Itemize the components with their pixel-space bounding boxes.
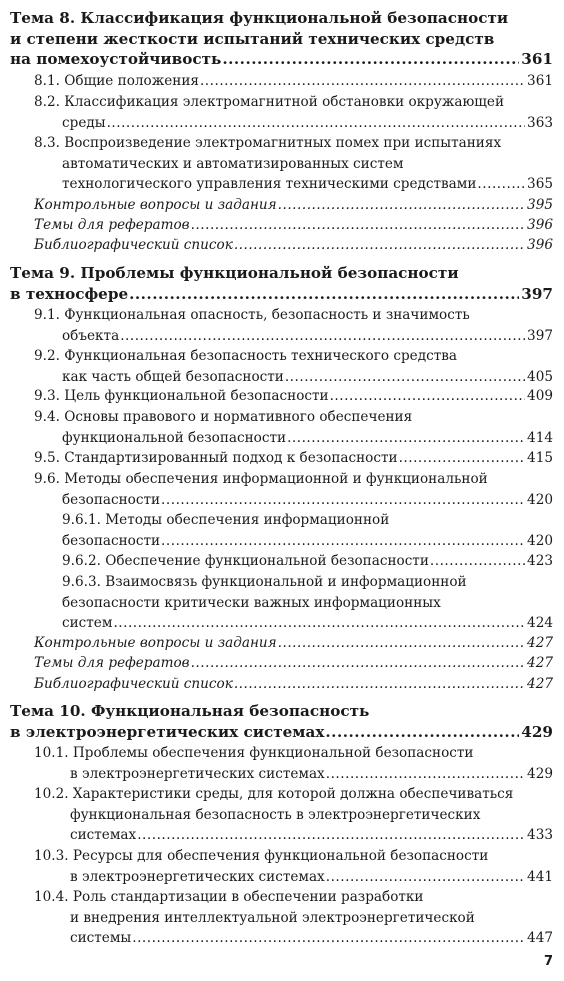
toc-entry-line: автоматических и автоматизированных систем [62, 155, 404, 172]
toc-entry[interactable] [34, 305, 553, 346]
toc-page-number: 441 [527, 868, 553, 885]
toc-entry-line: в электроэнергетических системах [70, 765, 325, 782]
toc-entry-line: в техносфере [10, 284, 129, 303]
toc-page-number: 433 [527, 827, 553, 844]
toc-page-number: 420 [527, 532, 553, 549]
dot-leader [191, 653, 525, 674]
toc-entry-line: как часть общей безопасности [62, 368, 284, 385]
toc-entry[interactable] [34, 195, 553, 216]
toc-entry-line: 9.4. Основы правового и нормативного обеспечения [34, 409, 413, 425]
toc-entry-line: системах [70, 827, 137, 844]
toc-page-number: 447 [527, 930, 553, 947]
toc-entry[interactable] [34, 653, 553, 674]
toc-entry-line: Библиографический список [34, 676, 233, 692]
toc-page-number: 409 [527, 388, 553, 404]
toc-entry[interactable] [34, 469, 553, 510]
toc-page-number: 415 [527, 450, 553, 466]
toc-entry[interactable] [34, 407, 553, 448]
dot-leader [120, 326, 525, 347]
toc-entry[interactable] [34, 133, 553, 195]
toc-entry[interactable] [34, 846, 553, 887]
toc-entry-line: в электроэнергетических системах [10, 722, 325, 741]
dot-leader [191, 215, 525, 236]
toc-entry-line: 9.6.3. Взаимосвязь функциональной и информационной [62, 574, 467, 590]
toc-entry-line: 9.6.1. Методы обеспечения информационной [62, 512, 390, 528]
toc-entry[interactable] [34, 887, 553, 949]
toc-entry-line: среды [62, 114, 106, 131]
dot-leader [477, 174, 525, 195]
toc-page-number: 427 [527, 676, 553, 692]
toc-page-number: 405 [527, 368, 553, 385]
toc-page-number: 365 [527, 176, 553, 193]
page-number: 7 [543, 954, 553, 969]
toc-entry-line: 10.2. Характеристики среды, для которой должна обеспечиваться [34, 786, 514, 802]
toc-entry[interactable] [34, 92, 553, 133]
dot-leader [222, 49, 519, 70]
toc-entry-line: в электроэнергетических системах [70, 868, 325, 885]
toc-page-number: 396 [527, 217, 553, 233]
toc-entry-line: Контрольные вопросы и задания [34, 635, 277, 651]
toc-entry[interactable] [34, 235, 553, 256]
toc-entry[interactable] [34, 71, 553, 92]
dot-leader [137, 825, 525, 846]
dot-leader [326, 764, 525, 785]
toc-entry-line: 9.6.2. Обеспечение функциональной безопасности [62, 553, 429, 569]
toc-page-number: 423 [527, 553, 553, 569]
toc-entry-line: Тема 9. Проблемы функциональной безопасности [10, 264, 459, 282]
toc-entry-line: 8.2. Классификация электромагнитной обстановки окружающей [34, 94, 505, 110]
dot-leader [399, 448, 525, 469]
toc-entry-line: систем [62, 615, 113, 632]
toc-entry-line: безопасности [62, 532, 161, 549]
toc-entry[interactable] [34, 633, 553, 654]
toc-entry[interactable] [62, 510, 553, 551]
toc-page-number: 427 [527, 655, 553, 671]
toc-page-number: 427 [527, 635, 553, 651]
toc-entry-line: 9.6. Методы обеспечения информационной и функциональной [34, 471, 488, 487]
toc-page-number: 363 [527, 114, 553, 131]
toc-entry-line: технологического управления техническими средствами [62, 176, 477, 193]
dot-leader [200, 71, 525, 92]
toc-entry-line: 10.3. Ресурсы для обеспечения функциональной безопасности [34, 848, 489, 864]
toc-entry-line: на помехоустойчивость [10, 50, 222, 69]
dot-leader [234, 674, 525, 695]
toc-page-number: 361 [521, 50, 553, 69]
toc-entry[interactable] [34, 386, 553, 407]
toc-entry-line: функциональной безопасности [62, 429, 287, 446]
toc-entry-line: и степени жесткости испытаний технических средств [10, 29, 495, 48]
toc-entry-line: Тема 10. Функциональная безопасность [10, 702, 370, 720]
dot-leader [326, 867, 525, 888]
toc-entry[interactable] [34, 784, 553, 846]
toc-entry-line: безопасности [62, 491, 161, 508]
toc-entry-line: объекта [62, 327, 120, 344]
dot-leader [129, 284, 519, 305]
toc-entry[interactable] [34, 448, 553, 469]
toc-entry-line: системы [70, 930, 132, 947]
dot-leader [330, 386, 525, 407]
toc-page-number: 395 [527, 197, 553, 213]
toc-entry[interactable] [10, 701, 553, 742]
toc-entry[interactable] [62, 551, 553, 572]
toc-entry-line: 10.4. Роль стандартизации в обеспечении разработки [34, 889, 424, 905]
toc-entry-line: 9.2. Функциональная безопасность технического средства [34, 348, 457, 364]
toc-entry-line: Темы для рефератов [34, 217, 190, 233]
dot-leader [161, 490, 525, 511]
toc-entry-line: 8.3. Воспроизведение электромагнитных помех при испытаниях [34, 135, 502, 151]
toc-entry-line: 8.1. Общие положения [34, 73, 199, 89]
toc-entry[interactable] [10, 263, 553, 304]
toc-page-number: 396 [527, 237, 553, 253]
toc-entry-line: 9.1. Функциональная опасность, безопасность и значимость [34, 307, 470, 323]
dot-leader [113, 613, 525, 634]
dot-leader [285, 367, 525, 388]
toc-page-number: 397 [521, 284, 553, 303]
toc-entry-line: Темы для рефератов [34, 655, 190, 671]
toc-entry-line: Контрольные вопросы и задания [34, 197, 277, 213]
toc-entry-line: функциональная безопасность в электроэнергетических [70, 806, 481, 823]
toc-entry[interactable] [34, 674, 553, 695]
toc-entry-line: Библиографический список [34, 237, 233, 253]
toc-entry-line: Тема 8. Классификация функциональной безопасности [10, 9, 509, 27]
dot-leader [430, 551, 525, 572]
toc-entry[interactable] [34, 346, 553, 387]
toc-page-number: 420 [527, 491, 553, 508]
toc-page-number: 429 [521, 722, 553, 741]
dot-leader [325, 722, 519, 743]
dot-leader [234, 235, 525, 256]
dot-leader [287, 428, 525, 449]
toc-entry-line: 9.3. Цель функциональной безопасности [34, 388, 329, 404]
toc-page-number: 361 [527, 73, 553, 89]
toc-page-number: 414 [527, 429, 553, 446]
toc-page-number: 397 [527, 327, 553, 344]
toc-page-number: 429 [527, 765, 553, 782]
toc-entry-line: 10.1. Проблемы обеспечения функциональной безопасности [34, 745, 474, 761]
dot-leader [107, 113, 525, 134]
dot-leader [132, 928, 525, 949]
dot-leader [278, 633, 525, 654]
toc-entry-line: 9.5. Стандартизированный подход к безопасности [34, 450, 398, 466]
toc-entry[interactable] [10, 8, 553, 70]
toc-entry-line: и внедрения интеллектуальной электроэнергетической [70, 909, 475, 926]
toc-page-number: 424 [527, 615, 553, 632]
toc-entry-line: безопасности критически важных информационных [62, 594, 441, 611]
toc-entry[interactable] [34, 215, 553, 236]
dot-leader [161, 531, 525, 552]
toc-entry[interactable] [34, 743, 553, 784]
dot-leader [278, 195, 525, 216]
toc-entry[interactable] [62, 572, 553, 634]
